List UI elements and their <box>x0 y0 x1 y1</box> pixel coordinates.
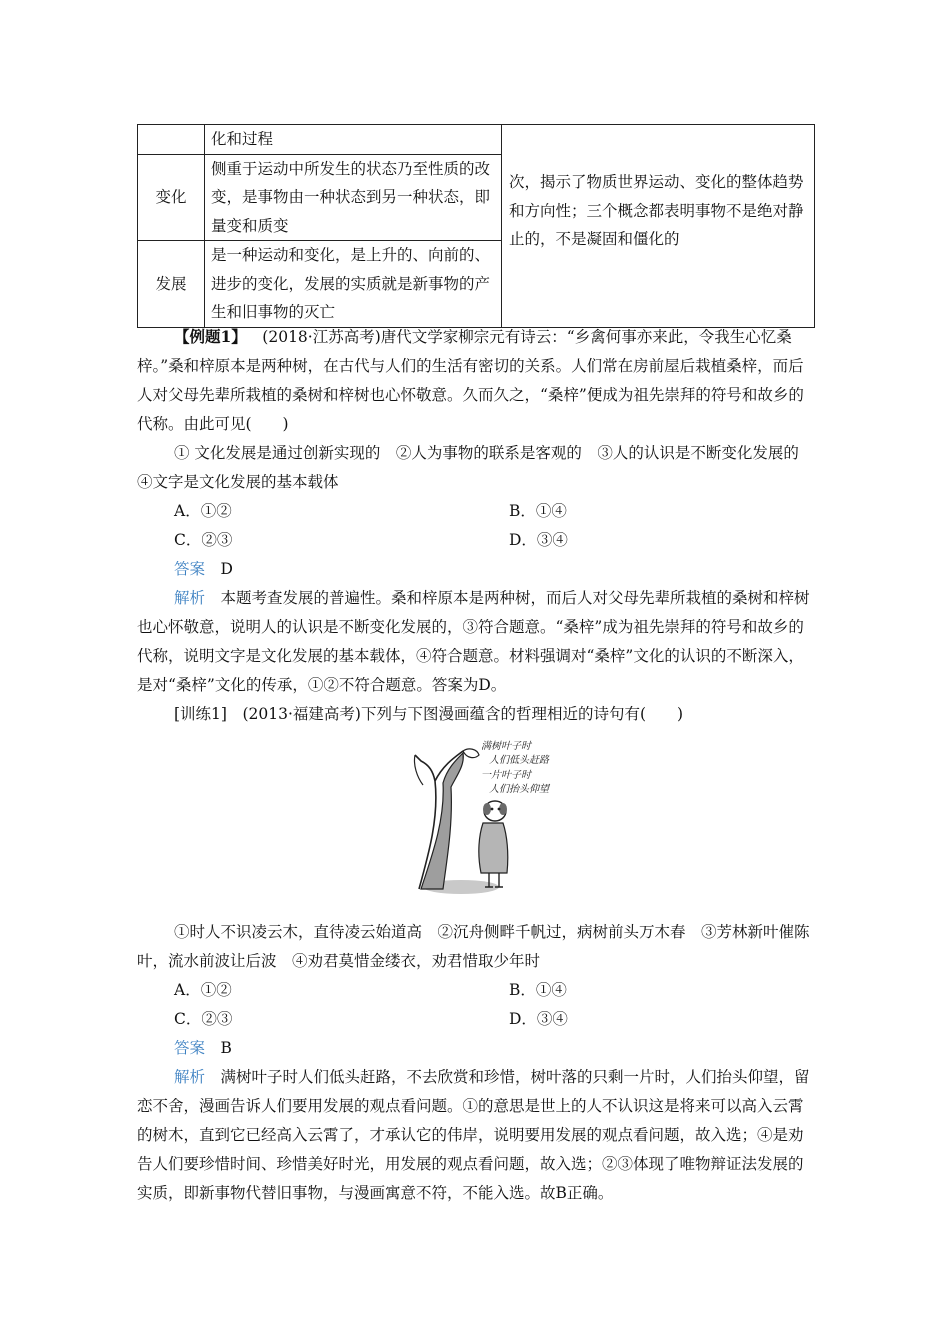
table-common-cell: 次，揭示了物质世界运动、变化的整体趋势和方向性；三个概念都表明事物不是绝对静止的，不是凝固和僵化的 <box>502 125 815 328</box>
table-term-cell <box>138 125 205 155</box>
training1-source: (2013·福建高考) <box>242 705 361 723</box>
cartoon-caption-3: 一片叶子时 <box>481 770 531 781</box>
table-row <box>138 125 815 155</box>
example1-items: ① 文化发展是通过创新实现的 ②人为事物的联系是客观的 ③人的认识是不断变化发展的 ④文字是文化发展的基本载体 <box>137 444 815 491</box>
answer-value: B <box>220 1039 232 1057</box>
table-desc-cell: 是一种运动和变化，是上升的、向前的、进步的变化，发展的实质就是新事物的产生和旧事物的灭亡 <box>205 241 502 328</box>
option-d: D．③④ <box>509 1010 568 1028</box>
body-text <box>137 322 817 1208</box>
table-term-cell: 变化 <box>138 154 205 241</box>
cartoon-caption-1: 满树叶子时 <box>481 741 531 752</box>
table-term-cell: 发展 <box>138 241 205 328</box>
option-c: C．②③ <box>174 1010 233 1028</box>
training1-answer <box>137 1034 817 1063</box>
analysis-label: 解析 <box>174 1068 206 1086</box>
analysis-text: 满树叶子时人们低头赶路，不去欣赏和珍惜，树叶落的只剩一片时，人们抬头仰望，留恋不舍，漫画告诉人们要用发展的观点看问题。①的意思是世上的人不认识这是将来可以高入云霄的树木，直到它已经高入云霄了，才承认它的伟岸，说明要用发展的观点看问题，故入选；④是劝告人们要珍惜时间、珍惜美好时光，用发展的观点看问题，故入选；②③体现了唯物辩证法发展的实质，即新事物代替旧事物，与漫画寓意不符，不能入选。故B正确。 <box>137 1068 810 1202</box>
training1-tag: [训练1] <box>174 705 227 723</box>
training1-analysis <box>137 1063 817 1208</box>
example1-stem <box>137 322 817 439</box>
example1-options-row <box>137 497 817 526</box>
example1-options-row <box>137 526 817 555</box>
option-d: D．③④ <box>509 531 568 549</box>
training1-items: ①时人不识凌云木，直待凌云始道高 ②沉舟侧畔千帆过，病树前头万木春 ③芳林新叶催陈叶，流水前波让后波 ④劝君莫惜金缕衣，劝君惜取少年时 <box>137 923 810 970</box>
training1-stem-text: 下列与下图漫画蕴含的哲理相近的诗句有( ) <box>360 705 684 723</box>
cartoon-figure <box>137 729 817 915</box>
training1-stem <box>137 700 817 729</box>
analysis-label: 解析 <box>174 589 206 607</box>
training1-options-row <box>137 976 817 1005</box>
answer-value: D <box>220 560 233 578</box>
answer-label: 答案 <box>174 1039 206 1057</box>
analysis-text: 本题考查发展的普遍性。桑和梓原本是两种树，而后人对父母先辈所栽植的桑树和梓树也心怀敬意，说明人的认识是不断变化发展的，③符合题意。“桑梓”成为祖先崇拜的符号和故乡的代称，说明文字是文化发展的基本载体，④符合题意。材料强调对“桑梓”文化的认识的不断深入，是对“桑梓”文化的传承，①②不符合题意。答案为D。 <box>137 589 810 694</box>
cartoon-caption-4: 人们抬头仰望 <box>489 784 549 795</box>
example1-source: (2018·江苏高考) <box>262 328 381 346</box>
training1-options-row <box>137 1005 817 1034</box>
cartoon-caption-2: 人们低头赶路 <box>489 755 549 766</box>
example1-stem-text: 唐代文学家柳宗元有诗云：“乡禽何事亦来此，令我生心忆桑梓。”桑和梓原本是两种树，在古代与人们的生活有密切的关系。人们常在房前屋后栽植桑梓，而后人对父母先辈所栽植的桑树和梓树也心怀敬意。久而久之，“桑梓”便成为祖先崇拜的符号和故乡的代称。由此可见( ) <box>137 328 804 433</box>
option-b: B．①④ <box>509 981 567 999</box>
option-c: C．②③ <box>174 531 233 549</box>
option-a: A．①② <box>174 981 232 999</box>
option-b: B．①④ <box>509 502 567 520</box>
option-a: A．①② <box>174 502 232 520</box>
example1-analysis <box>137 584 817 700</box>
table-desc-cell: 化和过程 <box>205 125 502 155</box>
table-desc-cell: 侧重于运动中所发生的状态乃至性质的改变，是事物由一种状态到另一种状态，即量变和质变 <box>205 154 502 241</box>
answer-label: 答案 <box>174 560 206 578</box>
example1-answer <box>137 555 817 584</box>
concept-table <box>137 124 815 328</box>
example1-tag: 【例题1】 <box>174 327 247 346</box>
cartoon-image <box>403 735 551 901</box>
